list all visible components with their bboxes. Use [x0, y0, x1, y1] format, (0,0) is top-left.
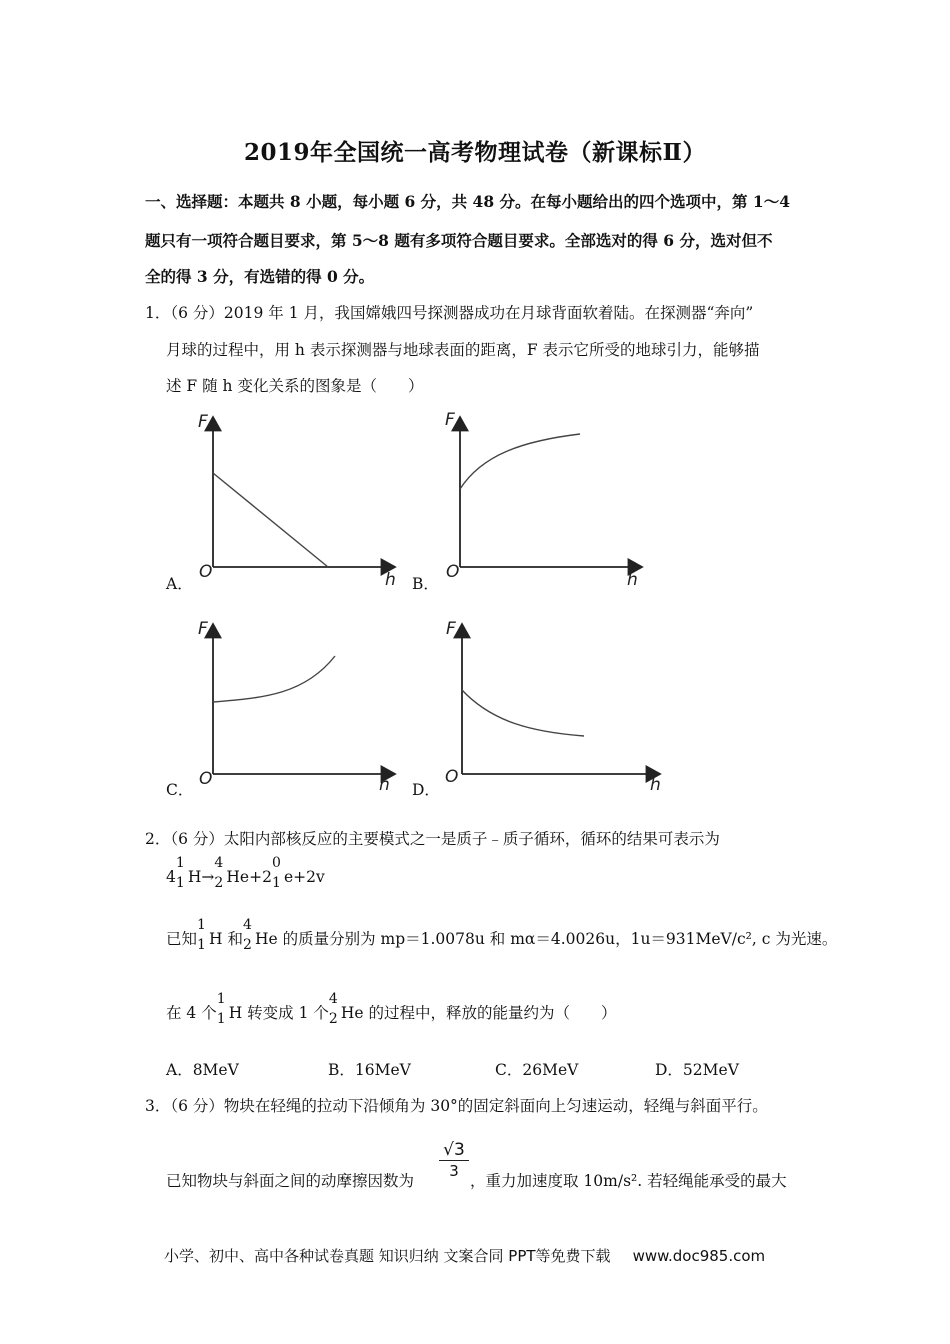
- q2-option-b: B．16MeV: [328, 1061, 411, 1079]
- graph-a-curve: [213, 473, 328, 567]
- q2-ask: [166, 991, 617, 1034]
- graph-a: [165, 405, 405, 595]
- graph-d-label: D．: [412, 781, 440, 799]
- graph-c-curve: [213, 656, 335, 702]
- nuclide-he: 4 2: [328, 991, 338, 1027]
- graph-b: [412, 405, 652, 595]
- q2-option-d: D．52MeV: [655, 1061, 739, 1079]
- footer-url[interactable]: www.doc985.com: [632, 1247, 766, 1265]
- page-title: 2019年全国统一高考物理试卷（新课标Ⅱ）: [244, 139, 706, 166]
- graph-b-y-label: F: [445, 410, 455, 430]
- graph-b-curve: [460, 434, 580, 489]
- graph-a-label: A．: [166, 575, 193, 593]
- graph-d-x-label: h: [650, 775, 661, 795]
- footer-text: 小学、初中、高中各种试卷真题 知识归纳 文案合同 PPT等免费下载: [164, 1247, 611, 1265]
- ask-pre: 在 4 个: [166, 1004, 217, 1022]
- q1-line-3: 述 F 随 h 变化关系的图象是（ ）: [166, 377, 424, 395]
- graph-d-origin: O: [445, 767, 459, 787]
- page-footer: [164, 1245, 765, 1266]
- ask-mid: H 转变成 1 个: [228, 1004, 329, 1022]
- nuclide-he: 4 2: [214, 855, 224, 891]
- q3-line-2-pre: 已知物块与斜面之间的动摩擦因数为: [166, 1172, 415, 1190]
- fraction-denominator: 3: [449, 1162, 459, 1180]
- q2-option-c: C．26MeV: [495, 1061, 579, 1079]
- graph-d: [412, 612, 672, 802]
- eq-he-symbol: He+2: [226, 868, 272, 886]
- graph-a-y-label: F: [198, 412, 208, 432]
- graph-c-x-label: h: [379, 775, 390, 795]
- nuclide-e: 0 1: [271, 855, 281, 891]
- graph-b-x-label: h: [627, 570, 638, 590]
- fraction-numerator: √3: [439, 1140, 469, 1161]
- graph-c-label: C．: [166, 781, 194, 799]
- section-heading-line-1: 一、选择题：本题共 8 小题，每小题 6 分，共 48 分。在每小题给出的四个选项中，第 1～4: [145, 192, 790, 211]
- known-pre: 已知: [166, 930, 198, 948]
- known-h-symbol: H 和: [209, 930, 243, 948]
- eq-coef: 4: [166, 868, 176, 886]
- q2-option-a: A．8MeV: [166, 1061, 239, 1079]
- eq-e-symbol: e+2v: [283, 868, 325, 886]
- graph-a-origin: O: [199, 562, 213, 582]
- graph-d-curve: [462, 690, 584, 736]
- section-heading-line-2: 题只有一项符合题目要求，第 5～8 题有多项符合题目要求。全部选对的得 6 分，选对但不: [145, 231, 773, 250]
- nuclide-h: 1 1: [216, 991, 226, 1027]
- nuclide-h: 1 1: [197, 917, 206, 953]
- q3-line-2-post: ，重力加速度取 10m/s². 若轻绳能承受的最大: [470, 1172, 787, 1190]
- graph-c: [165, 612, 405, 802]
- graph-b-label: B．: [412, 575, 439, 593]
- graph-a-x-label: h: [385, 570, 396, 590]
- graph-d-y-label: F: [446, 619, 456, 639]
- eq-h-symbol: H→: [187, 868, 215, 886]
- q3-line-1: 3．（6 分）物块在轻绳的拉动下沿倾角为 30°的固定斜面向上匀速运动，轻绳与斜面平行。: [145, 1097, 768, 1115]
- friction-fraction: [439, 1140, 469, 1181]
- q2-known: [166, 917, 838, 960]
- q1-line-2: 月球的过程中，用 h 表示探测器与地球表面的距离，F 表示它所受的地球引力，能够描: [166, 341, 760, 359]
- nuclide-h: 1 1: [175, 855, 185, 891]
- known-tail: He 的质量分别为 mp＝1.0078u 和 mα＝4.0026u，1u＝931MeV/c², c 为光速。: [254, 930, 838, 948]
- section-heading-line-3: 全的得 3 分，有选错的得 0 分。: [145, 267, 375, 286]
- q1-line-1: 1．（6 分）2019 年 1 月，我国嫦娥四号探测器成功在月球背面软着陆。在探测器“奔向”: [145, 304, 754, 322]
- graph-c-y-label: F: [198, 619, 208, 639]
- nuclide-he: 4 2: [242, 917, 252, 953]
- graph-c-origin: O: [199, 769, 213, 789]
- graph-b-origin: O: [446, 562, 460, 582]
- q2-line-1: 2．（6 分）太阳内部核反应的主要模式之一是质子﹣质子循环，循环的结果可表示为: [145, 830, 720, 848]
- ask-post: He 的过程中，释放的能量约为（ ）: [340, 1004, 617, 1022]
- q2-equation: [166, 855, 325, 898]
